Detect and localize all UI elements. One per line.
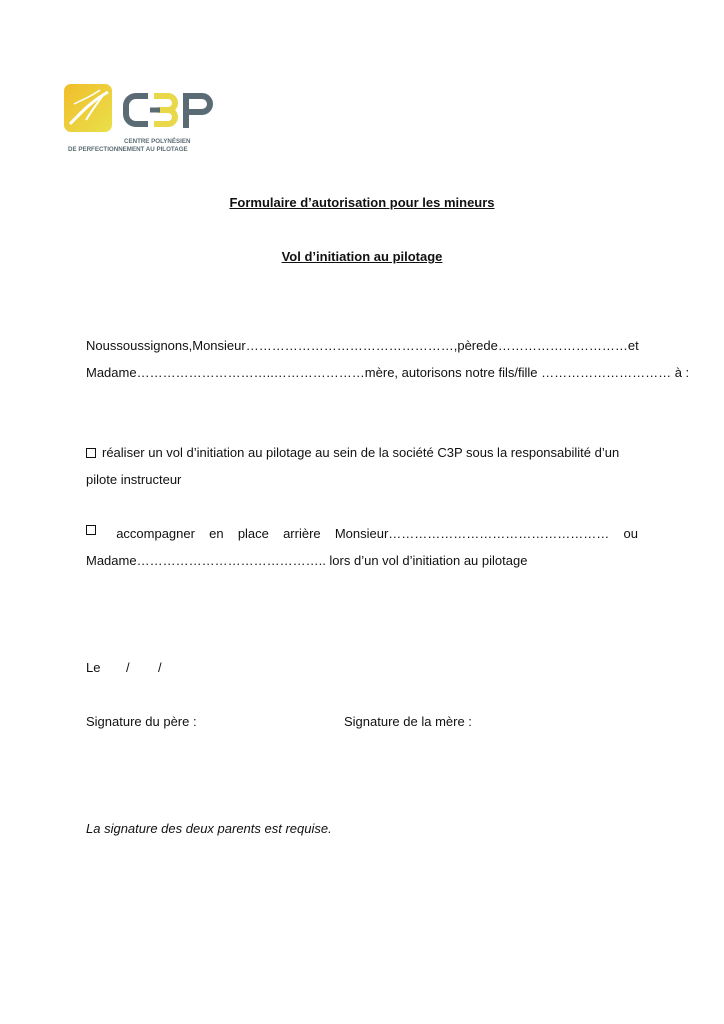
father-signature-label: Signature du père : (86, 714, 197, 729)
date-line (86, 660, 638, 675)
intro-line-1 (86, 338, 638, 353)
intro-word: soussignons, (116, 338, 193, 353)
date-label: Le (86, 660, 101, 675)
child-name-field[interactable]: de………………………… (483, 338, 628, 353)
father-name-field[interactable]: …………………………………………, (245, 338, 458, 353)
option2-word: en (209, 526, 224, 541)
option1-checkbox[interactable] (86, 448, 96, 458)
option1-line-1 (86, 445, 638, 460)
intro-word: et (627, 338, 639, 353)
option1-line-2: pilote instructeur (86, 472, 182, 487)
option2-word: arrière (283, 526, 321, 541)
date-separator: / (158, 660, 162, 675)
document-title: Formulaire d’autorisation pour les mineurs (229, 195, 495, 210)
logo-wordmark (122, 88, 224, 132)
option2-line-1 (86, 526, 638, 541)
intro-word: père (457, 338, 484, 353)
option2-word: accompagner (116, 526, 195, 541)
intro-line-2: Madame…………………………..…………………mère, autorisons notre fils/fille ………………………… à : (86, 365, 690, 380)
accompanier-name-field[interactable]: Monsieur…………………………………………… (334, 526, 610, 541)
option2-word: ou (623, 526, 638, 541)
mother-signature-label: Signature de la mère : (344, 714, 472, 729)
logo-caption-line2: DE PERFECTIONNEMENT AU PILOTAGE (68, 146, 188, 153)
signature-line (86, 714, 638, 729)
logo-caption (64, 138, 244, 154)
logo-emblem-icon (64, 84, 114, 134)
date-separator: / (126, 660, 130, 675)
intro-word: Monsieur (192, 338, 246, 353)
signature-note: La signature des deux parents est requise. (86, 821, 332, 836)
option1-text: réaliser un vol d’initiation au pilotage au sein de la société C3P sous la responsabilité d’un (102, 445, 620, 460)
logo-caption-line1: CENTRE POLYNÉSIEN (124, 138, 191, 145)
option2-checkbox[interactable] (86, 525, 96, 535)
intro-word: Nous (86, 338, 117, 353)
document-subtitle: Vol d’initiation au pilotage (281, 249, 443, 264)
company-logo (64, 82, 224, 154)
option2-line-2: Madame…………………………………….. lors d’un vol d’initiation au pilotage (86, 553, 528, 568)
option2-word: place (237, 526, 269, 541)
